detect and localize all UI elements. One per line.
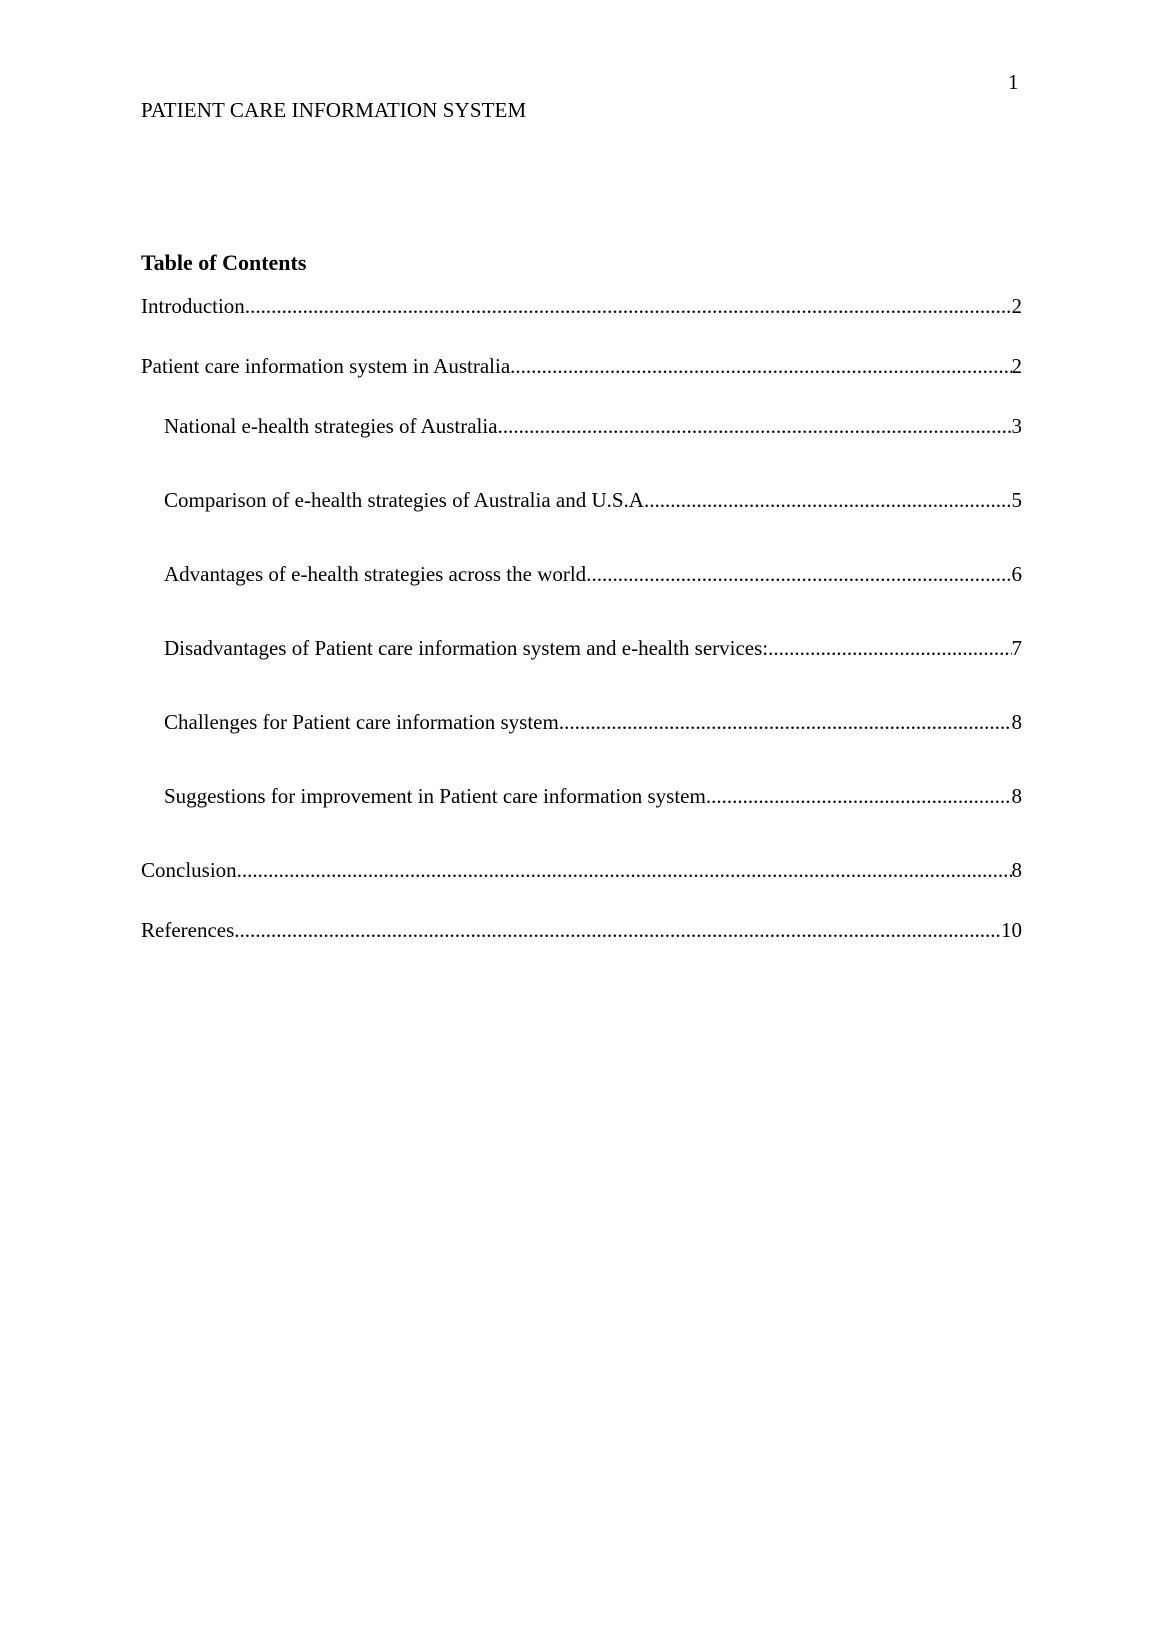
toc-entry-national-strategies[interactable]	[164, 414, 1022, 438]
toc-entry-title: National e-health strategies of Australia	[164, 414, 498, 438]
toc-entry-suggestions[interactable]	[164, 784, 1022, 808]
toc-entry-title: Suggestions for improvement in Patient care information system	[164, 784, 706, 808]
toc-heading: Table of Contents	[141, 250, 307, 275]
toc-entry-page: 10	[1001, 918, 1022, 942]
page-number: 1	[1008, 70, 1019, 94]
toc-leader-dots	[768, 636, 1011, 660]
toc-entry-introduction[interactable]	[141, 294, 1022, 318]
toc-entry-page: 2	[1011, 294, 1022, 318]
toc-entry-page: 8	[1011, 784, 1022, 808]
toc-leader-dots	[234, 918, 1001, 942]
toc-entry-conclusion[interactable]	[141, 858, 1022, 882]
toc-entry-page: 8	[1011, 858, 1022, 882]
toc-entry-references[interactable]	[141, 918, 1022, 942]
toc-entry-title: Comparison of e-health strategies of Australia and U.S.A	[164, 488, 644, 512]
toc-entry-comparison[interactable]	[164, 488, 1022, 512]
toc-entry-page: 2	[1011, 354, 1022, 378]
toc-entry-patient-care-australia[interactable]	[141, 354, 1022, 378]
toc-entry-page: 8	[1011, 710, 1022, 734]
toc-entry-page: 3	[1011, 414, 1022, 438]
toc-entry-advantages[interactable]	[164, 562, 1022, 586]
running-head: PATIENT CARE INFORMATION SYSTEM	[141, 98, 527, 122]
toc-entry-title: Advantages of e-health strategies across the world	[164, 562, 587, 586]
toc-leader-dots	[510, 354, 1011, 378]
toc-leader-dots	[586, 562, 1011, 586]
toc-entry-title: Patient care information system in Australia	[141, 354, 511, 378]
toc-leader-dots	[237, 858, 1012, 882]
toc-entry-title: Conclusion	[141, 858, 237, 882]
toc-entry-title: Challenges for Patient care information system	[164, 710, 559, 734]
toc-entry-title: Disadvantages of Patient care information system and e-health services:	[164, 636, 769, 660]
toc-entry-page: 6	[1011, 562, 1022, 586]
toc-leader-dots	[245, 294, 1012, 318]
toc-entry-title: References	[141, 918, 235, 942]
toc-entry-page: 5	[1011, 488, 1022, 512]
toc-entry-page: 7	[1011, 636, 1022, 660]
toc-leader-dots	[498, 414, 1012, 438]
toc-entry-challenges[interactable]	[164, 710, 1022, 734]
toc-entry-title: Introduction	[141, 294, 245, 318]
toc-entry-disadvantages[interactable]	[164, 636, 1022, 660]
toc-leader-dots	[559, 710, 1012, 734]
toc-leader-dots	[706, 784, 1012, 808]
toc-leader-dots	[644, 488, 1012, 512]
